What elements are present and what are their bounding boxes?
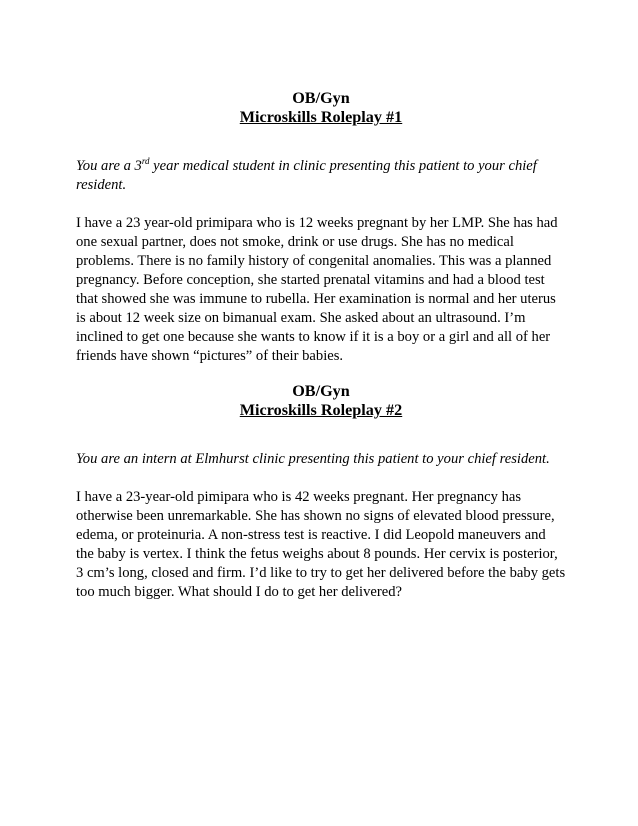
section-1-subtitle: Microskills Roleplay #1: [239, 108, 403, 126]
section-2-title: OB/Gyn: [292, 382, 350, 400]
section-2-intro: You are an intern at Elmhurst clinic presenting this patient to your chief resident.: [76, 451, 550, 467]
section-1-intro-superscript: rd: [141, 156, 150, 167]
section-1-intro-start: You are a 3: [76, 158, 142, 174]
section-1-body: I have a 23 year-old primipara who is 12 weeks pregnant by her LMP. She has had one sexual partner, does not smoke, drink or use drugs. She has no medical problems. There is no family history of congenital anomalies. This was a planned pregnancy. Before conception, she started prenatal vitamins and had a blood test that showed she was immune to rubella. Her examination is normal and her uterus is about 12 week size on bimanual exam. She asked about an ultrasound. I’m inclined to get one because she wants to know if it is a boy or a girl and all of her friends have shown “pictures” of their babies.: [76, 215, 558, 364]
roleplay-section-1: [76, 89, 566, 366]
section-2-body: I have a 23-year-old pimipara who is 42 weeks pregnant. Her pregnancy has otherwise been unremarkable. She has shown no signs of elevated blood pressure, edema, or proteinuria. A non-stress test is reactive. I did Leopold maneuvers and the baby is vertex. I think the fetus weighs about 8 pounds. Her cervix is posterior, 3 cm’s long, closed and firm. I’d like to try to get her delivered before the baby gets too much bigger. What should I do to get her delivered?: [76, 489, 566, 600]
section-2-subtitle: Microskills Roleplay #2: [239, 401, 403, 419]
section-1-intro-end: year medical student in clinic presenting this patient to your chief resident.: [76, 158, 537, 193]
section-1-intro: [76, 157, 566, 195]
roleplay-section-2: [76, 382, 566, 602]
section-1-title: OB/Gyn: [292, 89, 350, 107]
